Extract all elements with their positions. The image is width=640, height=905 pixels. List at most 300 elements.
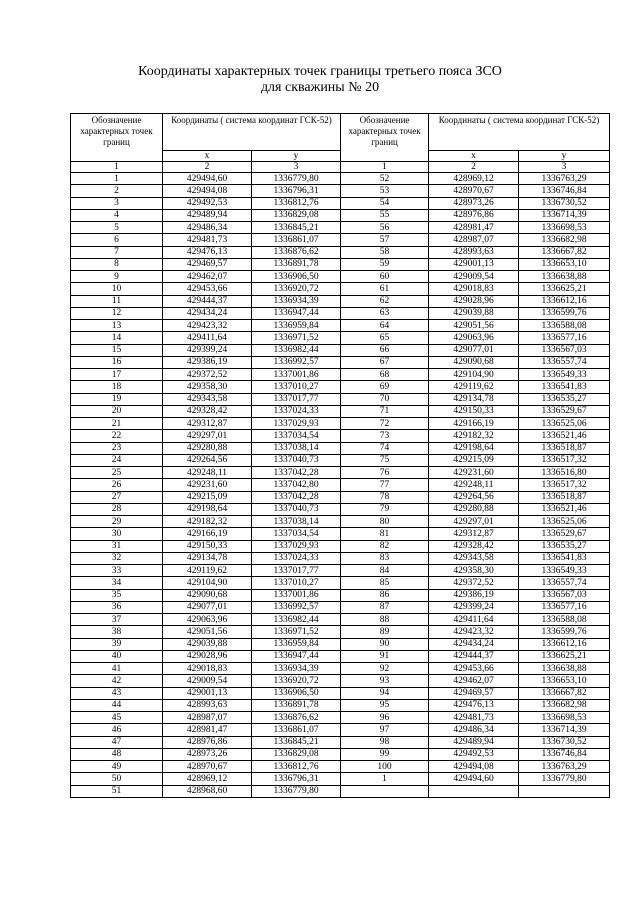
cell-x-left: 428987,07 bbox=[163, 712, 252, 724]
table-row bbox=[71, 209, 610, 221]
cell-point-right: 56 bbox=[341, 222, 429, 234]
cell-y-left: 1337038,14 bbox=[252, 442, 341, 454]
cell-y-left: 1336934,39 bbox=[252, 663, 341, 675]
table-row bbox=[71, 761, 610, 773]
cell-y-right: 1336549,33 bbox=[519, 565, 610, 577]
cell-point-right: 66 bbox=[341, 344, 429, 356]
table-row bbox=[71, 565, 610, 577]
cell-y-left: 1337040,73 bbox=[252, 503, 341, 515]
table-row bbox=[71, 773, 610, 785]
cell-y-right: 1336518,87 bbox=[519, 491, 610, 503]
table-row bbox=[71, 540, 610, 552]
cell-point-right: 78 bbox=[341, 491, 429, 503]
cell-x-right: 429372,52 bbox=[429, 577, 519, 589]
table-row bbox=[71, 246, 610, 258]
cell-y-right: 1336588,08 bbox=[519, 614, 610, 626]
cell-point-left: 49 bbox=[71, 761, 163, 773]
table-row bbox=[71, 197, 610, 209]
table-row bbox=[71, 577, 610, 589]
cell-point-left: 19 bbox=[71, 393, 163, 405]
cell-y-right: 1336567,03 bbox=[519, 589, 610, 601]
cell-x-right: 429469,57 bbox=[429, 687, 519, 699]
cell-y-right: 1336518,87 bbox=[519, 442, 610, 454]
cell-y-left: 1336829,08 bbox=[252, 209, 341, 221]
cell-y-right: 1336653,10 bbox=[519, 675, 610, 687]
cell-x-right: 428969,12 bbox=[429, 173, 519, 185]
cell-point-right: 71 bbox=[341, 405, 429, 417]
cell-x-right: 429039,88 bbox=[429, 307, 519, 319]
table-row bbox=[71, 479, 610, 491]
cell-y-left: 1336876,62 bbox=[252, 712, 341, 724]
cell-y-left: 1337040,73 bbox=[252, 454, 341, 466]
cell-point-right: 100 bbox=[341, 761, 429, 773]
cell-y-right: 1336557,74 bbox=[519, 577, 610, 589]
column-number-3-left: 3 bbox=[252, 162, 341, 173]
cell-x-left: 428973,26 bbox=[163, 748, 252, 760]
cell-y-left: 1336982,44 bbox=[252, 614, 341, 626]
cell-point-right: 94 bbox=[341, 687, 429, 699]
table-row bbox=[71, 601, 610, 613]
table-row bbox=[71, 356, 610, 368]
cell-x-right: 429411,64 bbox=[429, 614, 519, 626]
cell-x-right: 429018,83 bbox=[429, 283, 519, 295]
cell-x-left: 429444,37 bbox=[163, 295, 252, 307]
cell-y-left: 1336779,80 bbox=[252, 785, 341, 797]
table-row bbox=[71, 418, 610, 430]
cell-point-left: 2 bbox=[71, 185, 163, 197]
table-row bbox=[71, 552, 610, 564]
cell-point-right: 58 bbox=[341, 246, 429, 258]
cell-y-right: 1336638,88 bbox=[519, 663, 610, 675]
cell-y-right bbox=[519, 785, 610, 797]
cell-y-right: 1336557,74 bbox=[519, 356, 610, 368]
column-number-1-left: 1 bbox=[71, 162, 163, 173]
cell-point-left: 20 bbox=[71, 405, 163, 417]
cell-x-right: 429063,96 bbox=[429, 332, 519, 344]
cell-point-left: 34 bbox=[71, 577, 163, 589]
cell-point-right: 98 bbox=[341, 736, 429, 748]
cell-point-left: 8 bbox=[71, 258, 163, 270]
cell-x-right: 429489,94 bbox=[429, 736, 519, 748]
table-row bbox=[71, 332, 610, 344]
cell-point-right: 95 bbox=[341, 699, 429, 711]
cell-x-left: 429001,13 bbox=[163, 687, 252, 699]
cell-x-left: 429264,56 bbox=[163, 454, 252, 466]
cell-y-right: 1336516,80 bbox=[519, 467, 610, 479]
cell-point-left: 36 bbox=[71, 601, 163, 613]
document-title: Координаты характерных точек границы третьего пояса ЗСО bbox=[138, 64, 502, 79]
cell-y-left: 1336992,57 bbox=[252, 356, 341, 368]
table-row bbox=[71, 173, 610, 185]
cell-point-right: 84 bbox=[341, 565, 429, 577]
cell-x-left: 429104,90 bbox=[163, 577, 252, 589]
cell-y-right: 1336521,46 bbox=[519, 430, 610, 442]
table-row bbox=[71, 785, 610, 797]
cell-x-left: 429469,57 bbox=[163, 258, 252, 270]
cell-y-left: 1336959,84 bbox=[252, 320, 341, 332]
cell-x-right: 429494,60 bbox=[429, 773, 519, 785]
cell-y-left: 1336920,72 bbox=[252, 283, 341, 295]
cell-x-right: 428973,26 bbox=[429, 197, 519, 209]
cell-y-left: 1336971,52 bbox=[252, 332, 341, 344]
cell-x-right: 429166,19 bbox=[429, 418, 519, 430]
cell-point-left: 15 bbox=[71, 344, 163, 356]
table-row bbox=[71, 369, 610, 381]
cell-y-left: 1337024,33 bbox=[252, 552, 341, 564]
cell-x-right: 429481,73 bbox=[429, 712, 519, 724]
cell-point-left: 35 bbox=[71, 589, 163, 601]
table-row bbox=[71, 271, 610, 283]
cell-point-left: 16 bbox=[71, 356, 163, 368]
header-y-right: y bbox=[519, 151, 610, 162]
table-row bbox=[71, 381, 610, 393]
cell-y-left: 1336906,50 bbox=[252, 687, 341, 699]
cell-point-left: 22 bbox=[71, 430, 163, 442]
cell-point-right: 60 bbox=[341, 271, 429, 283]
cell-x-left: 429166,19 bbox=[163, 528, 252, 540]
cell-y-left: 1336861,07 bbox=[252, 724, 341, 736]
cell-point-left: 41 bbox=[71, 663, 163, 675]
cell-x-left: 428981,47 bbox=[163, 724, 252, 736]
cell-x-left: 429280,88 bbox=[163, 442, 252, 454]
cell-y-left: 1336845,21 bbox=[252, 736, 341, 748]
cell-y-left: 1337042,80 bbox=[252, 479, 341, 491]
table-row bbox=[71, 430, 610, 442]
cell-point-left: 51 bbox=[71, 785, 163, 797]
cell-point-left: 33 bbox=[71, 565, 163, 577]
cell-y-right: 1336779,80 bbox=[519, 773, 610, 785]
column-number-2-right: 2 bbox=[429, 162, 519, 173]
cell-y-left: 1337024,33 bbox=[252, 405, 341, 417]
cell-y-left: 1336812,76 bbox=[252, 197, 341, 209]
cell-point-right: 62 bbox=[341, 295, 429, 307]
cell-point-right: 57 bbox=[341, 234, 429, 246]
cell-y-right: 1336714,39 bbox=[519, 209, 610, 221]
cell-point-left: 25 bbox=[71, 467, 163, 479]
table-body bbox=[71, 173, 610, 798]
cell-x-right: 429462,07 bbox=[429, 675, 519, 687]
table-row bbox=[71, 736, 610, 748]
cell-point-left: 12 bbox=[71, 307, 163, 319]
cell-y-left: 1336876,62 bbox=[252, 246, 341, 258]
table-row bbox=[71, 589, 610, 601]
cell-point-right: 75 bbox=[341, 454, 429, 466]
cell-y-left: 1337001,86 bbox=[252, 589, 341, 601]
cell-x-left: 429411,64 bbox=[163, 332, 252, 344]
table-row bbox=[71, 405, 610, 417]
cell-y-right: 1336698,53 bbox=[519, 712, 610, 724]
cell-x-left: 429009,54 bbox=[163, 675, 252, 687]
cell-x-right: 429051,56 bbox=[429, 320, 519, 332]
cell-x-left: 429372,52 bbox=[163, 369, 252, 381]
cell-point-left: 30 bbox=[71, 528, 163, 540]
cell-x-left: 429492,53 bbox=[163, 197, 252, 209]
cell-point-right: 97 bbox=[341, 724, 429, 736]
column-number-1-right: 1 bbox=[341, 162, 429, 173]
table-row bbox=[71, 626, 610, 638]
table-row bbox=[71, 454, 610, 466]
cell-y-left: 1337042,28 bbox=[252, 467, 341, 479]
header-coordinates-left: Координаты ( система координат ГСК-52) bbox=[163, 114, 341, 151]
cell-y-right: 1336541,83 bbox=[519, 381, 610, 393]
cell-y-right: 1336625,21 bbox=[519, 283, 610, 295]
cell-x-left: 429231,60 bbox=[163, 479, 252, 491]
cell-y-left: 1336812,76 bbox=[252, 761, 341, 773]
cell-point-left: 47 bbox=[71, 736, 163, 748]
cell-point-right: 69 bbox=[341, 381, 429, 393]
cell-point-left: 44 bbox=[71, 699, 163, 711]
cell-y-right: 1336763,29 bbox=[519, 761, 610, 773]
cell-x-right: 429343,58 bbox=[429, 552, 519, 564]
cell-y-right: 1336529,67 bbox=[519, 528, 610, 540]
cell-x-right: 429104,90 bbox=[429, 369, 519, 381]
cell-x-left: 429134,78 bbox=[163, 552, 252, 564]
cell-point-right: 72 bbox=[341, 418, 429, 430]
table-row bbox=[71, 320, 610, 332]
cell-y-right: 1336535,27 bbox=[519, 540, 610, 552]
cell-point-right: 61 bbox=[341, 283, 429, 295]
cell-point-right: 88 bbox=[341, 614, 429, 626]
cell-point-left: 43 bbox=[71, 687, 163, 699]
cell-y-left: 1336861,07 bbox=[252, 234, 341, 246]
cell-x-left: 429090,68 bbox=[163, 589, 252, 601]
cell-y-left: 1336947,44 bbox=[252, 650, 341, 662]
cell-y-left: 1336920,72 bbox=[252, 675, 341, 687]
cell-x-right: 428993,63 bbox=[429, 246, 519, 258]
cell-x-left: 429215,09 bbox=[163, 491, 252, 503]
table-row bbox=[71, 467, 610, 479]
cell-point-right: 59 bbox=[341, 258, 429, 270]
cell-x-right: 429028,96 bbox=[429, 295, 519, 307]
cell-x-right: 429280,88 bbox=[429, 503, 519, 515]
cell-y-left: 1336845,21 bbox=[252, 222, 341, 234]
cell-point-right: 86 bbox=[341, 589, 429, 601]
document-subtitle: для скважины № 20 bbox=[260, 80, 380, 95]
cell-point-right: 90 bbox=[341, 638, 429, 650]
cell-y-right: 1336577,16 bbox=[519, 332, 610, 344]
table-row bbox=[71, 712, 610, 724]
cell-point-right: 82 bbox=[341, 540, 429, 552]
cell-point-right: 92 bbox=[341, 663, 429, 675]
cell-x-left: 428968,60 bbox=[163, 785, 252, 797]
table-row bbox=[71, 650, 610, 662]
cell-point-left: 28 bbox=[71, 503, 163, 515]
cell-x-left: 429063,96 bbox=[163, 614, 252, 626]
cell-x-right: 429215,09 bbox=[429, 454, 519, 466]
cell-x-left: 429328,42 bbox=[163, 405, 252, 417]
cell-point-right: 53 bbox=[341, 185, 429, 197]
cell-point-left: 17 bbox=[71, 369, 163, 381]
cell-point-left: 5 bbox=[71, 222, 163, 234]
cell-y-right: 1336599,76 bbox=[519, 307, 610, 319]
cell-x-left: 429453,66 bbox=[163, 283, 252, 295]
cell-point-left: 48 bbox=[71, 748, 163, 760]
cell-point-right: 73 bbox=[341, 430, 429, 442]
cell-x-right: 429297,01 bbox=[429, 516, 519, 528]
cell-point-left: 4 bbox=[71, 209, 163, 221]
coordinates-table bbox=[70, 113, 610, 798]
cell-point-right: 55 bbox=[341, 209, 429, 221]
cell-point-right: 87 bbox=[341, 601, 429, 613]
cell-y-left: 1336906,50 bbox=[252, 271, 341, 283]
cell-point-right: 77 bbox=[341, 479, 429, 491]
table-column-numbers-row bbox=[71, 162, 610, 173]
header-designation-left: Обозначение характерных точек границ bbox=[71, 114, 163, 162]
cell-x-left: 429248,11 bbox=[163, 467, 252, 479]
cell-point-left: 38 bbox=[71, 626, 163, 638]
cell-point-left: 29 bbox=[71, 516, 163, 528]
cell-x-right: 429494,08 bbox=[429, 761, 519, 773]
cell-x-right: 429090,68 bbox=[429, 356, 519, 368]
header-y-left: y bbox=[252, 151, 341, 162]
cell-x-left: 429358,30 bbox=[163, 381, 252, 393]
cell-point-left: 46 bbox=[71, 724, 163, 736]
cell-y-left: 1336947,44 bbox=[252, 307, 341, 319]
cell-x-right: 429444,37 bbox=[429, 650, 519, 662]
table-row bbox=[71, 687, 610, 699]
cell-x-left: 429119,62 bbox=[163, 565, 252, 577]
cell-y-left: 1337029,93 bbox=[252, 418, 341, 430]
cell-point-left: 23 bbox=[71, 442, 163, 454]
cell-point-right: 63 bbox=[341, 307, 429, 319]
cell-x-left: 429051,56 bbox=[163, 626, 252, 638]
cell-y-right: 1336763,29 bbox=[519, 173, 610, 185]
table-row bbox=[71, 675, 610, 687]
cell-point-left: 14 bbox=[71, 332, 163, 344]
cell-point-left: 21 bbox=[71, 418, 163, 430]
table-row bbox=[71, 724, 610, 736]
cell-point-right: 99 bbox=[341, 748, 429, 760]
cell-y-right: 1336730,52 bbox=[519, 736, 610, 748]
table-row bbox=[71, 748, 610, 760]
cell-x-left: 429077,01 bbox=[163, 601, 252, 613]
cell-point-right bbox=[341, 785, 429, 797]
cell-point-left: 27 bbox=[71, 491, 163, 503]
cell-x-left: 429476,13 bbox=[163, 246, 252, 258]
cell-x-right: 429399,24 bbox=[429, 601, 519, 613]
cell-point-right: 76 bbox=[341, 467, 429, 479]
cell-x-right: 429386,19 bbox=[429, 589, 519, 601]
cell-point-left: 7 bbox=[71, 246, 163, 258]
table-row bbox=[71, 614, 610, 626]
cell-point-right: 81 bbox=[341, 528, 429, 540]
cell-x-right: 429453,66 bbox=[429, 663, 519, 675]
cell-x-right: 429182,32 bbox=[429, 430, 519, 442]
cell-x-right: 429264,56 bbox=[429, 491, 519, 503]
cell-x-left: 429386,19 bbox=[163, 356, 252, 368]
cell-x-right: 429434,24 bbox=[429, 638, 519, 650]
cell-y-left: 1337034,54 bbox=[252, 528, 341, 540]
cell-y-left: 1336992,57 bbox=[252, 601, 341, 613]
cell-point-left: 31 bbox=[71, 540, 163, 552]
header-x-right: x bbox=[429, 151, 519, 162]
cell-point-right: 93 bbox=[341, 675, 429, 687]
table-row bbox=[71, 295, 610, 307]
cell-y-right: 1336746,84 bbox=[519, 185, 610, 197]
cell-y-right: 1336714,39 bbox=[519, 724, 610, 736]
cell-x-right: 428987,07 bbox=[429, 234, 519, 246]
cell-y-left: 1337010,27 bbox=[252, 577, 341, 589]
cell-x-left: 429018,83 bbox=[163, 663, 252, 675]
table-row bbox=[71, 442, 610, 454]
cell-x-right: 428976,86 bbox=[429, 209, 519, 221]
cell-point-left: 1 bbox=[71, 173, 163, 185]
cell-point-right: 85 bbox=[341, 577, 429, 589]
cell-y-left: 1337017,77 bbox=[252, 393, 341, 405]
cell-point-left: 37 bbox=[71, 614, 163, 626]
cell-y-right: 1336525,06 bbox=[519, 516, 610, 528]
cell-x-left: 429489,94 bbox=[163, 209, 252, 221]
cell-y-right: 1336529,67 bbox=[519, 405, 610, 417]
cell-x-left: 429312,87 bbox=[163, 418, 252, 430]
cell-point-right: 1 bbox=[341, 773, 429, 785]
cell-y-left: 1336796,31 bbox=[252, 773, 341, 785]
cell-x-left: 429198,64 bbox=[163, 503, 252, 515]
cell-x-right: 429119,62 bbox=[429, 381, 519, 393]
header-designation-right: Обозначение характерных точек границ bbox=[341, 114, 429, 162]
cell-x-left: 428969,12 bbox=[163, 773, 252, 785]
header-x-left: x bbox=[163, 151, 252, 162]
table-header-row bbox=[71, 114, 610, 151]
cell-y-right: 1336667,82 bbox=[519, 246, 610, 258]
cell-x-right: 429312,87 bbox=[429, 528, 519, 540]
table-row bbox=[71, 491, 610, 503]
cell-x-left: 429399,24 bbox=[163, 344, 252, 356]
cell-point-left: 10 bbox=[71, 283, 163, 295]
cell-y-left: 1336891,78 bbox=[252, 258, 341, 270]
cell-point-right: 74 bbox=[341, 442, 429, 454]
table-row bbox=[71, 528, 610, 540]
cell-point-left: 18 bbox=[71, 381, 163, 393]
cell-x-left: 429343,58 bbox=[163, 393, 252, 405]
cell-x-left: 429494,08 bbox=[163, 185, 252, 197]
cell-point-right: 91 bbox=[341, 650, 429, 662]
table-row bbox=[71, 307, 610, 319]
table-row bbox=[71, 663, 610, 675]
cell-y-right: 1336638,88 bbox=[519, 271, 610, 283]
cell-y-left: 1336971,52 bbox=[252, 626, 341, 638]
cell-y-right: 1336612,16 bbox=[519, 295, 610, 307]
cell-y-right: 1336517,32 bbox=[519, 454, 610, 466]
cell-y-left: 1336982,44 bbox=[252, 344, 341, 356]
cell-point-right: 68 bbox=[341, 369, 429, 381]
cell-point-right: 70 bbox=[341, 393, 429, 405]
cell-point-left: 45 bbox=[71, 712, 163, 724]
cell-x-right: 428970,67 bbox=[429, 185, 519, 197]
cell-x-right: 429150,33 bbox=[429, 405, 519, 417]
cell-x-left: 429434,24 bbox=[163, 307, 252, 319]
cell-point-right: 52 bbox=[341, 173, 429, 185]
cell-point-left: 26 bbox=[71, 479, 163, 491]
column-number-3-right: 3 bbox=[519, 162, 610, 173]
table-row bbox=[71, 393, 610, 405]
cell-y-right: 1336730,52 bbox=[519, 197, 610, 209]
cell-point-left: 40 bbox=[71, 650, 163, 662]
cell-y-right: 1336682,98 bbox=[519, 699, 610, 711]
header-coordinates-right: Координаты ( система координат ГСК-52) bbox=[429, 114, 610, 151]
cell-y-left: 1337001,86 bbox=[252, 369, 341, 381]
cell-x-left: 428970,67 bbox=[163, 761, 252, 773]
cell-y-left: 1336934,39 bbox=[252, 295, 341, 307]
cell-x-right: 429423,32 bbox=[429, 626, 519, 638]
cell-y-left: 1337017,77 bbox=[252, 565, 341, 577]
cell-y-right: 1336541,83 bbox=[519, 552, 610, 564]
cell-x-right: 429248,11 bbox=[429, 479, 519, 491]
cell-point-right: 89 bbox=[341, 626, 429, 638]
cell-point-right: 54 bbox=[341, 197, 429, 209]
cell-y-right: 1336577,16 bbox=[519, 601, 610, 613]
cell-point-right: 65 bbox=[341, 332, 429, 344]
